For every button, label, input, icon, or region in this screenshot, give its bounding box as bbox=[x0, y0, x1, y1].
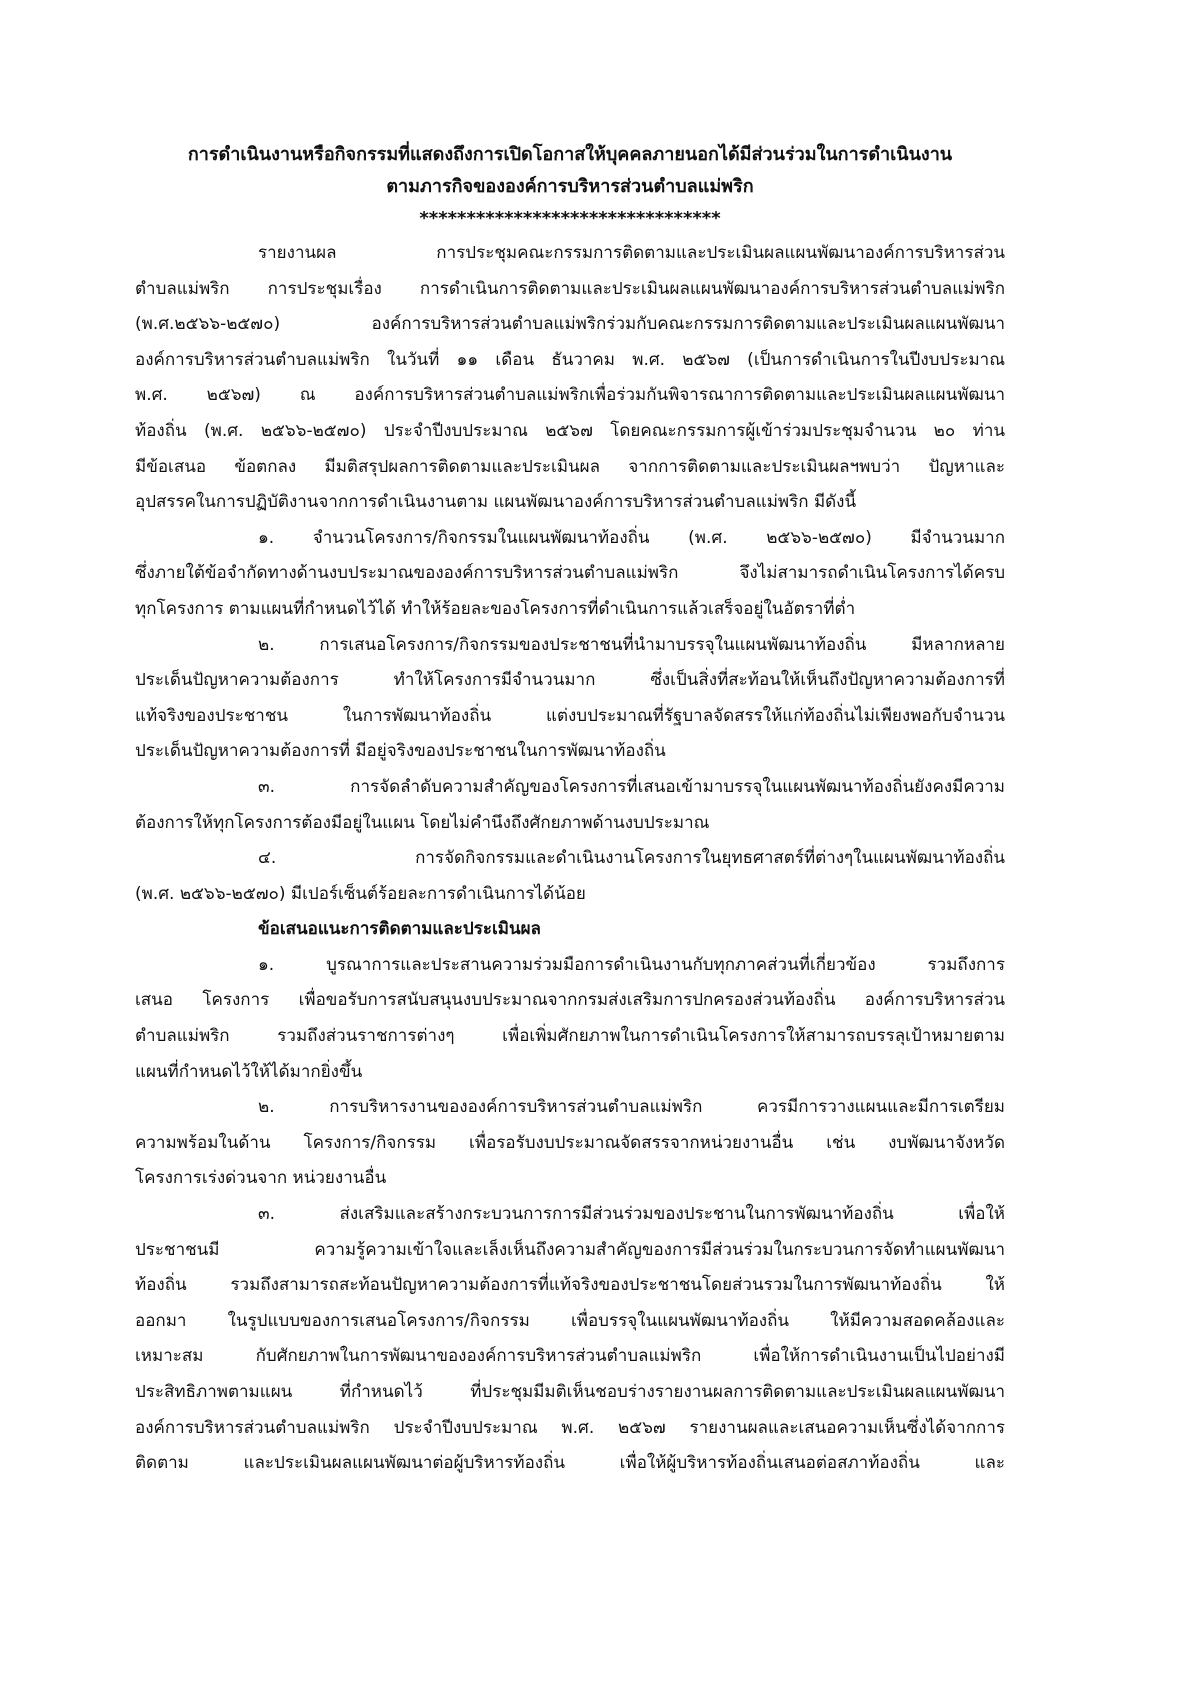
problem-line: ๓. การจัดลำดับความสำคัญของโครงการที่เสนอเข้ามาบรรจุในแผนพัฒนาท้องถิ่นยังคงมีความ bbox=[258, 776, 1005, 797]
intro-line: ท้องถิ่น (พ.ศ. ๒๕๖๖-๒๕๗๐) ประจำปีงบประมาณ ๒๕๖๗ โดยคณะกรรมการผู้เข้าร่วมประชุมจำนวน ๒๐ ท่าน bbox=[135, 420, 1005, 441]
intro-line: องค์การบริหารส่วนตำบลแม่พริก ในวันที่ ๑๑ เดือน ธันวาคม พ.ศ. ๒๕๖๗ (เป็นการดำเนินการในปีงบประมาณ bbox=[135, 349, 1005, 370]
problem-item-4 bbox=[135, 841, 1005, 912]
recommendation-line: ประสิทธิภาพตามแผน ที่กำหนดไว้ ที่ประชุมมีมติเห็นชอบร่างรายงานผลการติดตามและประเมินผลแผนพัฒนา bbox=[135, 1382, 1005, 1402]
recommendation-line: เสนอ โครงการ เพื่อขอรับการสนับสนุนงบประมาณจากกรมส่งเสริมการปกครองส่วนท้องถิ่น องค์การบริหารส่วน bbox=[135, 990, 1005, 1011]
problem-item-3 bbox=[135, 770, 1005, 841]
intro-line: อุปสรรคในการปฏิบัติงานจากการดำเนินงานตาม แผนพัฒนาองค์การบริหารส่วนตำบลแม่พริก มีดังนี้ bbox=[135, 492, 857, 513]
title-line: ตามภารกิจขององค์การบริหารส่วนตำบลแม่พริก bbox=[386, 176, 754, 197]
recommendation-line: ตำบลแม่พริก รวมถึงส่วนราชการต่างๆ เพื่อเพิ่มศักยภาพในการดำเนินโครงการให้สามารถบรรลุเป้าหมายตาม bbox=[135, 1026, 1005, 1047]
recommendation-line: โครงการเร่งด่วนจาก หน่วยงานอื่น bbox=[135, 1168, 387, 1189]
intro-line: พ.ศ. ๒๕๖๗) ณ องค์การบริหารส่วนตำบลแม่พริกเพื่อร่วมกันพิจารณาการติดตามและประเมินผลแผนพัฒนา bbox=[135, 385, 1005, 406]
intro-line: (พ.ศ.๒๕๖๖-๒๕๗๐) องค์การบริหารส่วนตำบลแม่พริกร่วมกับคณะกรรมการติดตามและประเมินผลแผนพัฒนา bbox=[135, 314, 1005, 335]
recommendation-item-2 bbox=[135, 1090, 1005, 1197]
document-title bbox=[135, 139, 1005, 235]
recommendation-line: องค์การบริหารส่วนตำบลแม่พริก ประจำปีงบประมาณ พ.ศ. ๒๕๖๗ รายงานผลและเสนอความเห็นซึ่งได้จากการ bbox=[135, 1417, 1005, 1438]
problem-line: ๔. การจัดกิจกรรมและดำเนินงานโครงการในยุทธศาสตร์ที่ต่างๆในแผนพัฒนาท้องถิ่น bbox=[258, 848, 1005, 869]
problem-line: ๒. การเสนอโครงการ/กิจกรรมของประชาชนที่นำมาบรรจุในแผนพัฒนาท้องถิ่น มีหลากหลาย bbox=[258, 634, 1005, 655]
intro-line: มีข้อเสนอ ข้อตกลง มีมติสรุปผลการติดตามและประเมินผล จากการติดตามและประเมินผลฯพบว่า ปัญหาและ bbox=[135, 456, 1005, 477]
problem-line: ทุกโครงการ ตามแผนที่กำหนดไว้ได้ ทำให้ร้อยละของโครงการที่ดำเนินการแล้วเสร็จอยู่ในอัตราที่ต่ำ bbox=[135, 598, 856, 619]
problem-line: แท้จริงของประชาชน ในการพัฒนาท้องถิ่น แต่งบประมาณที่รัฐบาลจัดสรรให้แก่ท้องถิ่นไม่เพียงพอกับจำนวน bbox=[135, 705, 1005, 726]
recommendation-line: ติดตาม และประเมินผลแผนพัฒนาต่อผู้บริหารท้องถิ่น เพื่อให้ผู้บริหารท้องถิ่นเสนอต่อสภาท้องถิ่น และ bbox=[135, 1453, 1005, 1474]
recommendation-line: แผนที่กำหนดไว้ให้ได้มากยิ่งขึ้น bbox=[135, 1061, 363, 1082]
intro-line: ตำบลแม่พริก การประชุมเรื่อง การดำเนินการติดตามและประเมินผลแผนพัฒนาองค์การบริหารส่วนตำบลแม่พริก bbox=[135, 278, 1005, 299]
recommendation-line: ออกมา ในรูปแบบของการเสนอโครงการ/กิจกรรม เพื่อบรรจุในแผนพัฒนาท้องถิ่น ให้มีความสอดคล้องและ bbox=[135, 1310, 1005, 1331]
problem-line: ต้องการให้ทุกโครงการต้องมีอยู่ในแผน โดยไม่คำนึงถึงศักยภาพด้านงบประมาณ bbox=[135, 812, 710, 833]
recommendation-line: ประชาชนมี ความรู้ความเข้าใจและเล็งเห็นถึงความสำคัญของการมีส่วนร่วมในกระบวนการจัดทำแผนพัฒนา bbox=[135, 1239, 1005, 1260]
title-separator: ******************************** bbox=[419, 208, 721, 229]
problem-item-1 bbox=[135, 521, 1005, 628]
problem-line: ประเด็นปัญหาความต้องการที่ มีอยู่จริงของประชาชนในการพัฒนาท้องถิ่น bbox=[135, 741, 666, 762]
intro-paragraph bbox=[135, 236, 1005, 521]
recommendation-item-1 bbox=[135, 948, 1005, 1090]
title-line: การดำเนินงานหรือกิจกรรมที่แสดงถึงการเปิดโอกาสให้บุคคลภายนอกได้มีส่วนร่วมในการดำเนินงาน bbox=[187, 144, 953, 165]
recommendations-heading: ข้อเสนอแนะการติดตามและประเมินผล bbox=[258, 919, 541, 940]
problem-line: ประเด็นปัญหาความต้องการ ทำให้โครงการมีจำนวนมาก ซึ่งเป็นสิ่งที่สะท้อนให้เห็นถึงปัญหาความต้องการที่ bbox=[135, 670, 1005, 691]
recommendation-item-3 bbox=[135, 1197, 1005, 1482]
problem-item-2 bbox=[135, 628, 1005, 770]
recommendation-line: ท้องถิ่น รวมถึงสามารถสะท้อนปัญหาความต้องการที่แท้จริงของประชาชนโดยส่วนรวมในการพัฒนาท้องถิ่น ให้ bbox=[135, 1275, 1005, 1296]
recommendation-line: ความพร้อมในด้าน โครงการ/กิจกรรม เพื่อรอรับงบประมาณจัดสรรจากหน่วยงานอื่น เช่น งบพัฒนาจังหวัด bbox=[135, 1132, 1005, 1153]
problem-line: (พ.ศ. ๒๕๖๖-๒๕๗๐) มีเปอร์เซ็นต์ร้อยละการดำเนินการได้น้อย bbox=[135, 883, 586, 904]
document-body bbox=[135, 236, 1005, 1482]
problem-line: ซึ่งภายใต้ข้อจำกัดทางด้านงบประมาณขององค์การบริหารส่วนตำบลแม่พริก จึงไม่สามารถดำเนินโครงการได้ครบ bbox=[135, 563, 1005, 584]
recommendation-line: ๒. การบริหารงานขององค์การบริหารส่วนตำบลแม่พริก ควรมีการวางแผนและมีการเตรียม bbox=[258, 1097, 1005, 1118]
recommendation-line: เหมาะสม กับศักยภาพในการพัฒนาขององค์การบริหารส่วนตำบลแม่พริก เพื่อให้การดำเนินงานเป็นไปอย่างมี bbox=[135, 1346, 1005, 1367]
problem-line: ๑. จำนวนโครงการ/กิจกรรมในแผนพัฒนาท้องถิ่น (พ.ศ. ๒๕๖๖-๒๕๗๐) มีจำนวนมาก bbox=[258, 527, 1005, 548]
recommendation-line: ๓. ส่งเสริมและสร้างกระบวนการการมีส่วนร่วมของประชานในการพัฒนาท้องถิ่น เพื่อให้ bbox=[258, 1204, 1005, 1225]
recommendation-line: ๑. บูรณาการและประสานความร่วมมือการดำเนินงานกับทุกภาคส่วนที่เกี่ยวข้อง รวมถึงการ bbox=[258, 954, 1005, 975]
intro-line: รายงานผล การประชุมคณะกรรมการติดตามและประเมินผลแผนพัฒนาองค์การบริหารส่วน bbox=[258, 243, 1005, 263]
